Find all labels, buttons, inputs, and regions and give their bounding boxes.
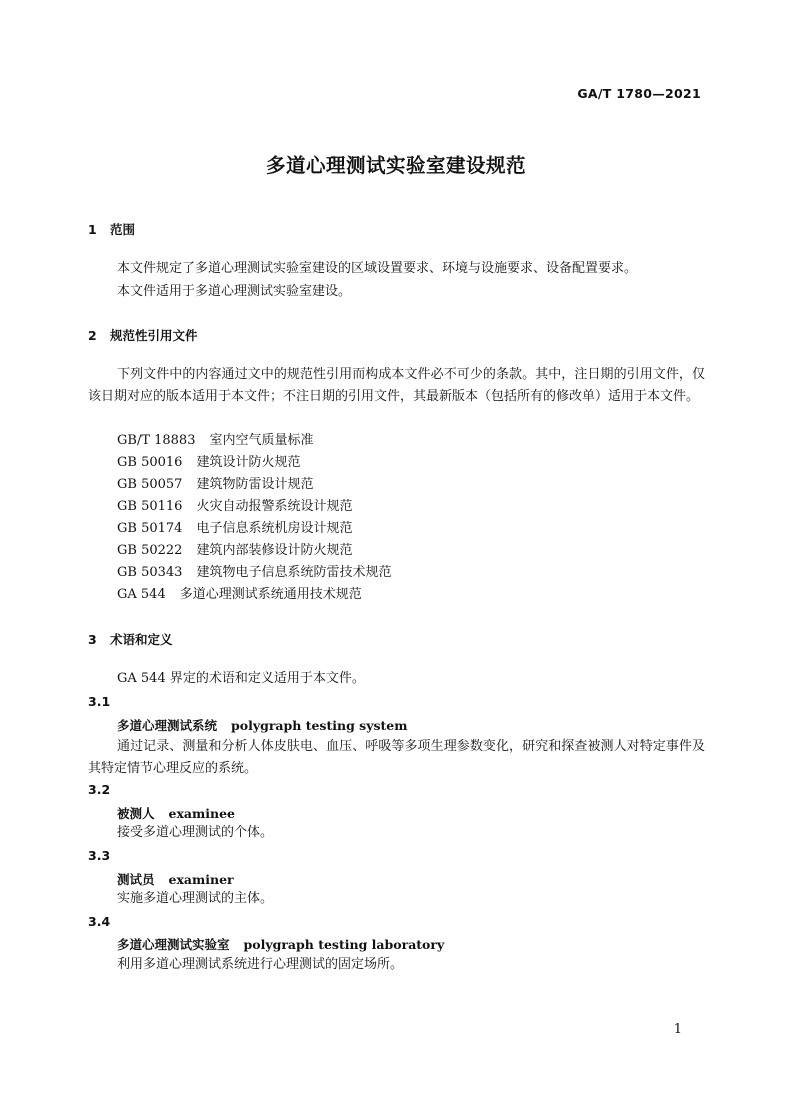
term-number: 3.4 (88, 914, 111, 929)
standard-number: GA/T 1780—2021 (577, 86, 701, 101)
term-number: 3.1 (88, 694, 111, 709)
term-english: polygraph testing laboratory (243, 937, 445, 952)
term-chinese: 被测人 (117, 806, 155, 821)
term-definition: 通过记录、测量和分析人体皮肤电、血压、呼吸等多项生理参数变化，研究和探查被测人对特定事件及其特定情节心理反应的系统。 (88, 739, 705, 776)
section-number: 2 (88, 328, 97, 343)
term-english: examiner (168, 872, 234, 887)
section-number: 1 (88, 222, 97, 237)
term-heading (117, 935, 444, 953)
reference-item (117, 562, 391, 584)
section-title: 术语和定义 (110, 632, 173, 647)
reference-code: GB 50343 (117, 565, 183, 580)
term-chinese: 多道心理测试实验室 (117, 937, 230, 952)
term-heading (117, 804, 235, 822)
section-number: 3 (88, 632, 97, 647)
reference-title: 建筑设计防火规范 (196, 455, 301, 470)
reference-item (117, 496, 352, 518)
term-chinese: 多道心理测试系统 (117, 718, 218, 733)
section-1-heading (88, 220, 135, 238)
term-definition: 接受多道心理测试的个体。 (117, 825, 274, 840)
reference-code: GB 50174 (117, 521, 183, 536)
term-english: examinee (168, 806, 235, 821)
section-title: 范围 (110, 222, 136, 237)
reference-title: 多道心理测试系统通用技术规范 (179, 587, 362, 602)
section-2-heading (88, 326, 198, 344)
reference-code: GA 544 (117, 587, 166, 602)
section-3-heading (88, 630, 173, 648)
reference-item (117, 452, 300, 474)
section-title: 规范性引用文件 (110, 328, 198, 343)
term-number: 3.3 (88, 848, 111, 863)
reference-code: GB 50016 (117, 455, 183, 470)
reference-title: 建筑物防雷设计规范 (196, 477, 314, 492)
term-definition: 实施多道心理测试的主体。 (117, 891, 274, 906)
reference-code: GB 50222 (117, 543, 183, 558)
reference-item (117, 540, 352, 562)
reference-title: 建筑物电子信息系统防雷技术规范 (196, 565, 392, 580)
reference-code: GB 50057 (117, 477, 183, 492)
reference-title: 室内空气质量标准 (209, 433, 314, 448)
reference-code: GB 50116 (117, 499, 183, 514)
term-english: polygraph testing system (231, 718, 408, 733)
term-heading (117, 716, 407, 734)
reference-code: GB/T 18883 (117, 433, 196, 448)
reference-title: 建筑内部装修设计防火规范 (196, 543, 353, 558)
paragraph: 本文件规定了多道心理测试实验室建设的区域设置要求、环境与设施要求、设备配置要求。 (117, 261, 638, 276)
paragraph: 本文件适用于多道心理测试实验室建设。 (117, 284, 352, 299)
page-number: 1 (673, 1022, 682, 1037)
term-heading (117, 870, 234, 888)
reference-item (117, 518, 352, 540)
reference-title: 电子信息系统机房设计规范 (196, 521, 353, 536)
term-number: 3.2 (88, 782, 111, 797)
normative-references-intro: 下列文件中的内容通过文中的规范性引用而构成本文件必不可少的条款。其中，注日期的引用文件，仅该日期对应的版本适用于本文件；不注日期的引用文件，其最新版本（包括所有的修改单）适用于本文件。 (88, 367, 705, 404)
reference-title: 火灾自动报警系统设计规范 (196, 499, 353, 514)
terms-intro: GA 544 界定的术语和定义适用于本文件。 (117, 671, 365, 686)
reference-item (117, 584, 362, 606)
term-chinese: 测试员 (117, 872, 155, 887)
document-title: 多道心理测试实验室建设规范 (265, 154, 526, 177)
reference-item (117, 474, 313, 496)
reference-item (117, 430, 314, 452)
term-definition: 利用多道心理测试系统进行心理测试的固定场所。 (117, 957, 404, 972)
